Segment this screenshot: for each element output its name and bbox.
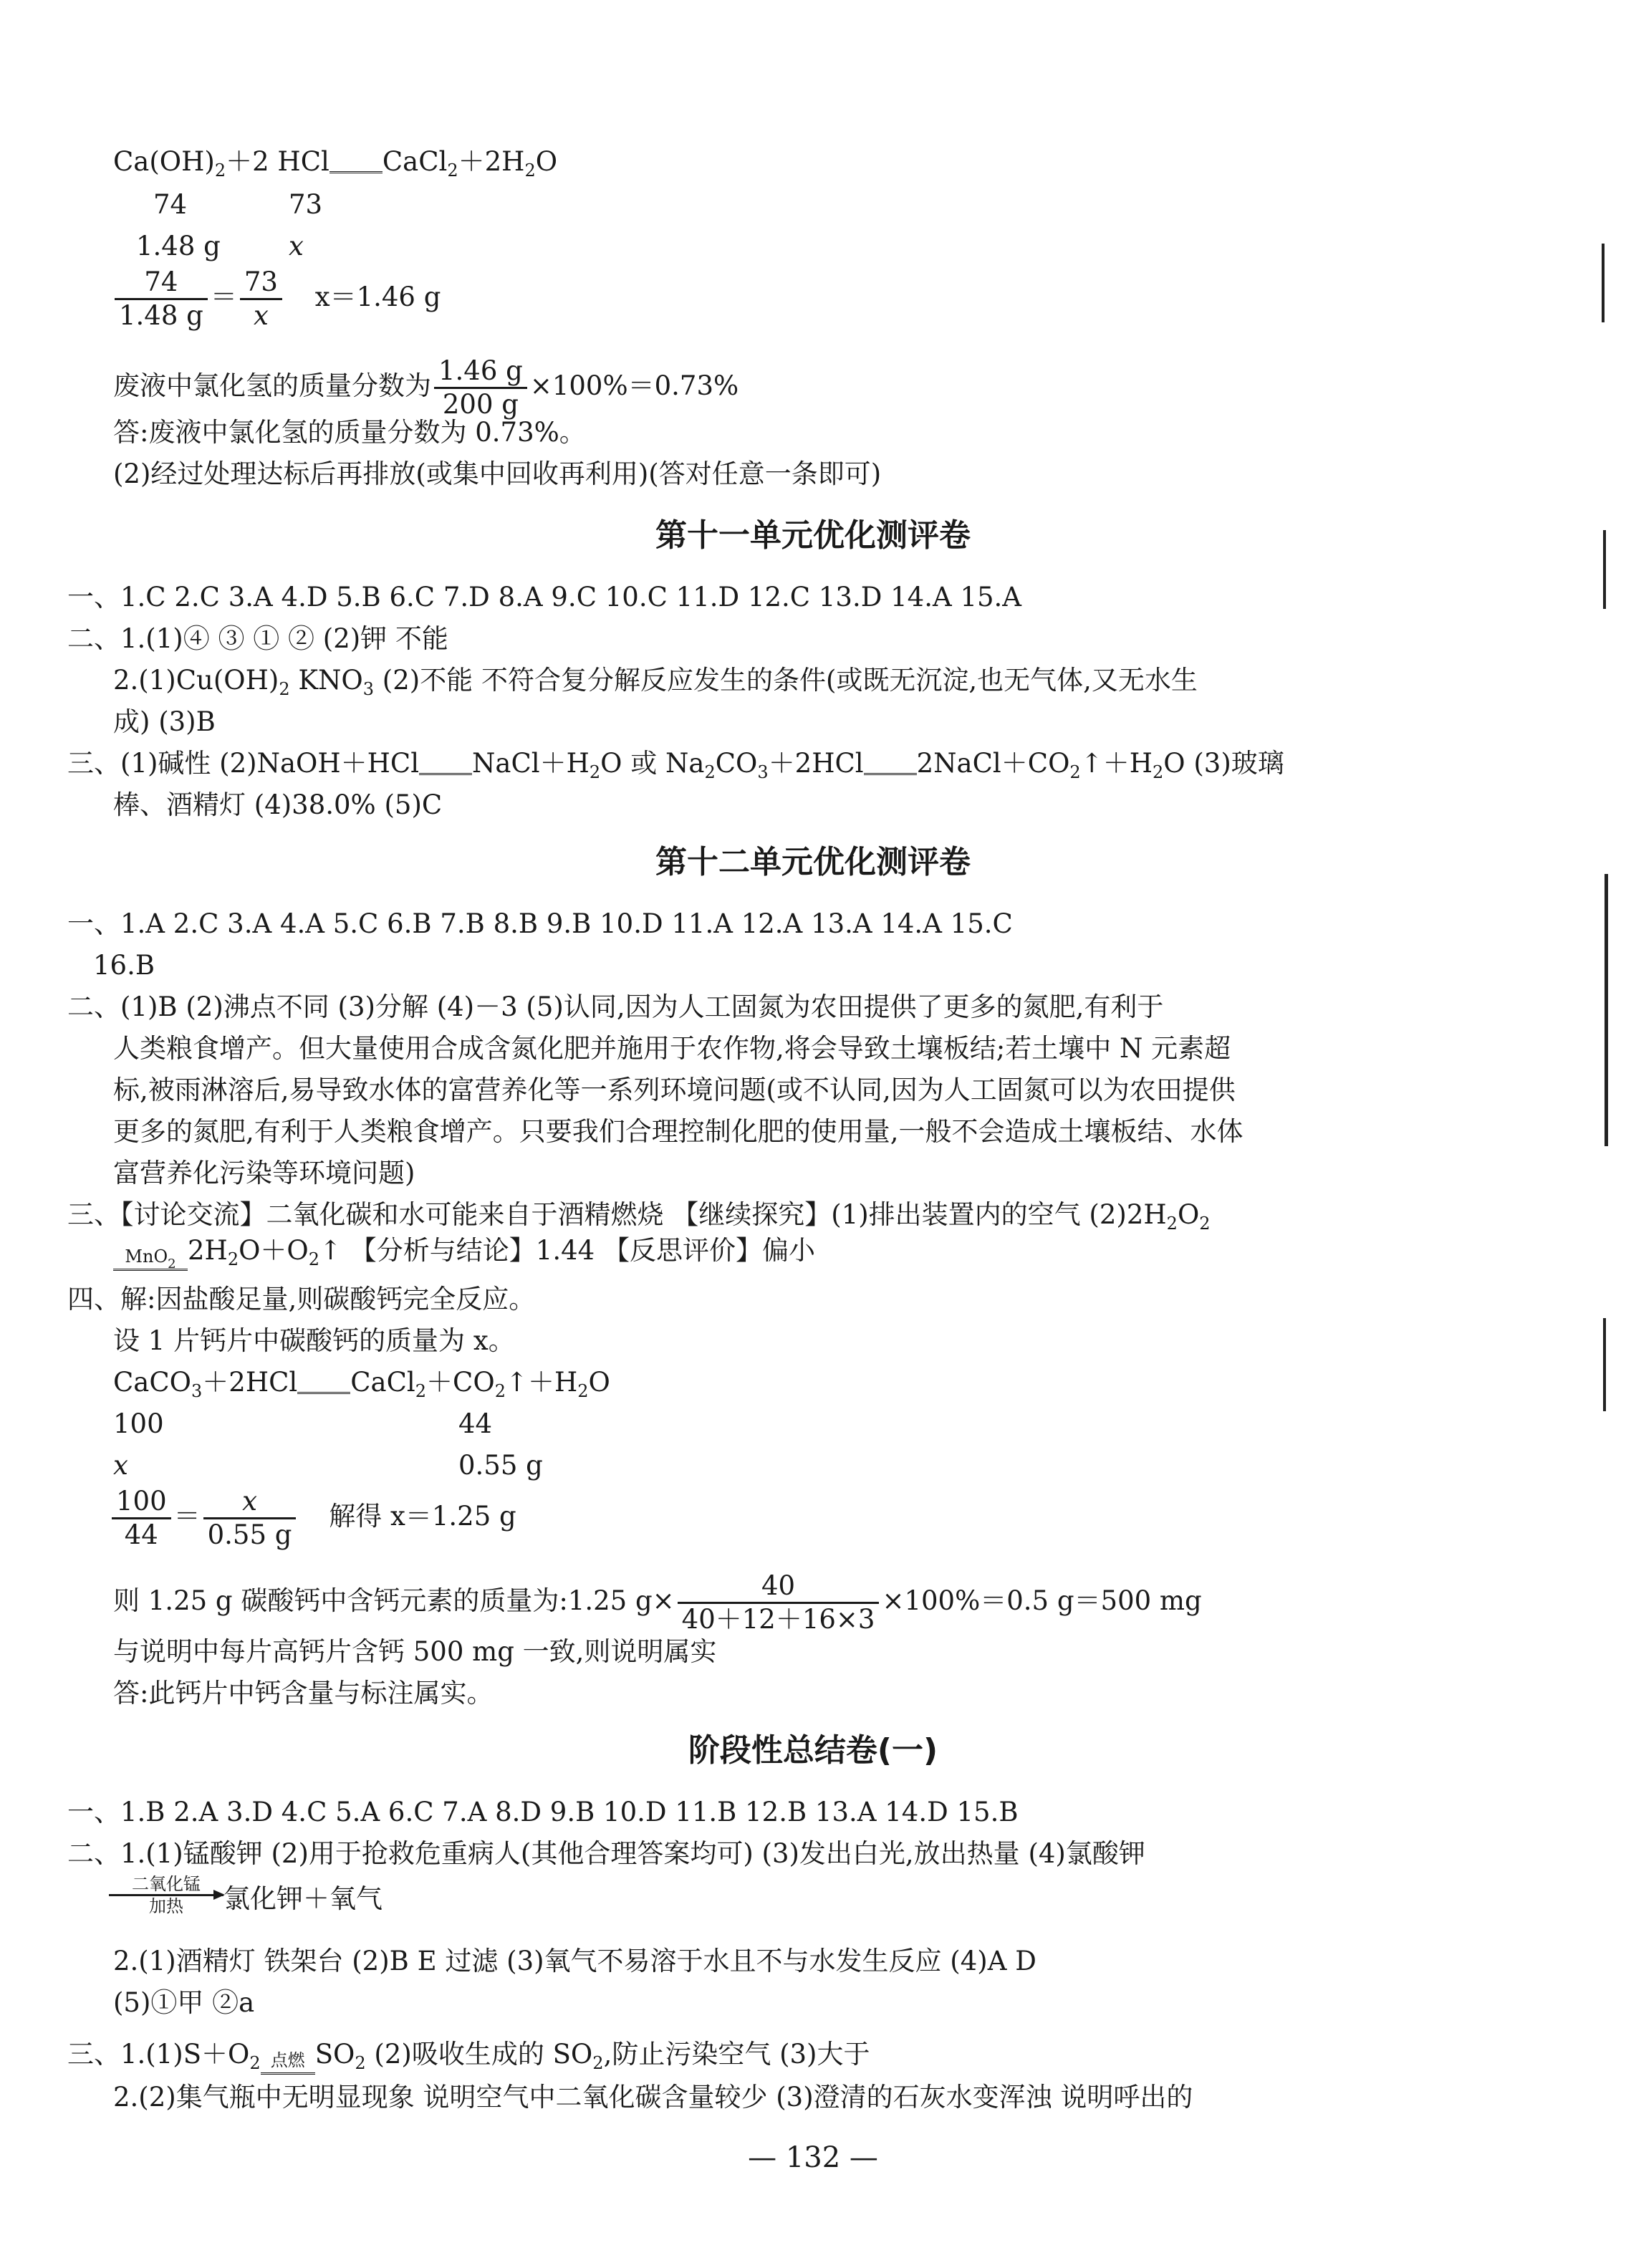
stage1-line-7: 2.(2)集气瓶中无明显现象 说明空气中二氧化碳含量较少 (3)澄清的石灰水变浑浊 说明呼出的 <box>113 2082 1193 2113</box>
unit11-line-1: 一、1.C 2.C 3.A 4.D 5.B 6.C 7.D 8.A 9.C 10.C 11.D 12.C 13.D 14.A 15.A <box>67 582 1022 612</box>
molar-mass-2: 73 <box>289 189 323 220</box>
unit12-line-5: 标,被雨淋溶后,易导致水体的富营养化等一系列环境问题(或不认同,因为人工固氮可以为农田提供 <box>113 1075 1236 1105</box>
fraction: $\frac{40}{40+12+16\times 3}$ <box>678 1570 880 1635</box>
unit12-line-3: 二、(1)B (2)沸点不同 (3)分解 (4)－3 (5)认同,因为人工固氮为农田提供了更多的氮肥,有利于 <box>67 991 1164 1022</box>
fraction: $\frac{74}{1.48 g}$ <box>115 266 208 332</box>
stage1-line-5: (5)①甲 ②a <box>113 1987 255 2018</box>
molar-mass-caco3: 100 <box>113 1408 164 1439</box>
section-title-unit12: 第十二单元优化测评卷 <box>655 844 971 880</box>
unit12-line-4: 人类粮食增产。但大量使用合成含氮化肥并施用于农作物,将会导致土壤板结;若土壤中 N 元素超 <box>113 1033 1231 1064</box>
unit12-line-7: 富营养化污染等环境问题) <box>113 1158 415 1188</box>
fraction: $\frac{100}{44}$ <box>112 1486 171 1551</box>
stage1-line-2: 二、1.(1)锰酸钾 (2)用于抢救危重病人(其他合理答案均可) (3)发出白光,放出热量 (4)氯酸钾 <box>67 1838 1145 1869</box>
eq-term: ＋2 HCl <box>226 146 329 177</box>
unit12-line-15: 答:此钙片中钙含量与标注属实。 <box>113 1678 494 1709</box>
given-mass-2: x <box>289 231 304 261</box>
unit11-line-6: 棒、酒精灯 (4)38.0% (5)C <box>113 789 443 820</box>
given-caco3: x <box>113 1450 128 1481</box>
section-title-stage1: 阶段性总结卷(一) <box>688 1732 938 1769</box>
unit12-line-14: 与说明中每片高钙片含钙 500 mg 一致,则说明属实 <box>113 1636 717 1667</box>
eq-term: ＋2H <box>458 146 525 177</box>
result-x: x＝1.46 g <box>314 282 441 312</box>
stage1-line-6: 三、$1.(1)S+O_2$ 点燃 $SO_2$ (2)吸收生成的 $SO_2$,防止污染空气 (3)大于 <box>67 2039 870 2073</box>
reaction-arrow: 二氧化锰 加热 <box>109 1874 223 1916</box>
answer-line: 答:废液中氯化氢的质量分数为 0.73%。 <box>113 417 586 448</box>
unit12-line-2: 16.B <box>93 950 155 981</box>
eq-term: Ca(OH) <box>113 146 215 177</box>
stage1-line-4: 2.(1)酒精灯 铁架台 (2)B E 过滤 (3)氧气不易溶于水且不与水发生反应 (4)A D <box>113 1946 1036 1976</box>
given-co2: 0.55 g <box>458 1450 543 1481</box>
fraction: $\frac{73}{x}$ <box>240 266 282 332</box>
unit12-line-6: 更多的氮肥,有利于人类粮食增产。只要我们合理控制化肥的使用量,一般不会造成土壤板结、水体 <box>113 1116 1243 1147</box>
eq-term: O <box>535 146 558 177</box>
equals-sign <box>329 171 383 173</box>
q2-answer: (2)经过处理达标后再排放(或集中回收再利用)(答对任意一条即可) <box>113 458 882 489</box>
equation-caoh2-hcl <box>113 142 557 182</box>
molar-mass-1: 74 <box>153 189 188 220</box>
unit11-line-5: 三、(1)碱性 (2)NaOH＋HCl $NaCl+H_2O$ 或 $Na_2CO_3+2HCl$ $2NaCl+CO_2↑+H_2O$ (3)玻璃 <box>67 748 1284 782</box>
reaction-condition: 点燃 <box>261 2050 315 2075</box>
unit12-line-11: 设 1 片钙片中碳酸钙的质量为 x。 <box>113 1325 515 1356</box>
subscript: 2 <box>214 160 226 181</box>
unit12-line-9: MnO$_2$ $2H_2O+O_2↑$ 【分析与结论】1.44 【反思评价】偏小 <box>113 1231 815 1271</box>
stage1-line-3: 二氧化锰 加热 氯化钾＋氧气 <box>109 1874 383 1919</box>
calcium-mass-calc: 则 1.25 g 碳酸钙中含钙元素的质量为:1.25 g× $\frac{40}{40+12+16\times 3}$ ×100%＝0.5 g＝500 mg <box>113 1570 1202 1635</box>
equation-caco3-hcl: CaCO$_3$＋2HCl $CaCl_2+CO_2↑+H_2O$ <box>113 1367 610 1401</box>
fraction: $\frac{x}{0.55 g}$ <box>203 1486 297 1551</box>
proportion-1: $\frac{74}{1.48 g}$ ＝ $\frac{73}{x}$ x＝1.46 g <box>112 266 441 332</box>
fraction: $\frac{1.46 g}{200 g}$ <box>434 355 527 421</box>
page-number: — 132 — <box>748 2141 878 2174</box>
reaction-condition: MnO$_2$ <box>113 1246 188 1271</box>
unit12-line-10: 四、解:因盐酸足量,则碳酸钙完全反应。 <box>67 1284 536 1315</box>
scan-mark <box>1603 1318 1606 1411</box>
given-mass-1: 1.48 g <box>136 231 221 261</box>
unit11-line-2: 二、1.(1)④ ③ ① ② (2)钾 不能 <box>67 623 448 654</box>
scan-mark <box>1603 530 1606 609</box>
subscript: 2 <box>524 160 536 181</box>
unit11-line-3: $2.(1)Cu(OH)_2$ $KNO_3$ (2)不能 不符合复分解反应发生的条件(或既无沉淀,也无气体,又无水生 <box>113 665 1198 699</box>
scan-mark <box>1605 874 1608 1146</box>
unit12-line-1: 一、1.A 2.C 3.A 4.A 5.C 6.B 7.B 8.B 9.B 10.D 11.A 12.A 13.A 14.A 15.C <box>67 908 1013 939</box>
molar-mass-co2: 44 <box>458 1408 493 1439</box>
scan-mark <box>1602 244 1605 322</box>
result-x: 解得 x＝1.25 g <box>329 1501 516 1532</box>
eq-term: CaCl <box>382 146 448 177</box>
section-title-unit11: 第十一单元优化测评卷 <box>655 517 971 554</box>
mass-fraction-calc: 废液中氯化氢的质量分数为 $\frac{1.46 g}{200 g}$ ×100%＝0.73% <box>113 355 739 420</box>
unit11-line-4: 成) (3)B <box>113 706 216 737</box>
stage1-line-1: 一、1.B 2.A 3.D 4.C 5.A 6.C 7.A 8.D 9.B 10.D 11.B 12.B 13.A 14.D 15.B <box>67 1797 1019 1827</box>
unit12-line-8: 三、【讨论交流】二氧化碳和水可能来自于酒精燃烧 【继续探究】(1)排出装置内的空气 $(2)2H_2O_2$ <box>67 1199 1211 1234</box>
proportion-2: $\frac{100}{44}$ ＝ $\frac{x}{0.55 g}$ 解得 x＝1.25 g <box>109 1486 516 1551</box>
subscript: 2 <box>447 160 458 181</box>
